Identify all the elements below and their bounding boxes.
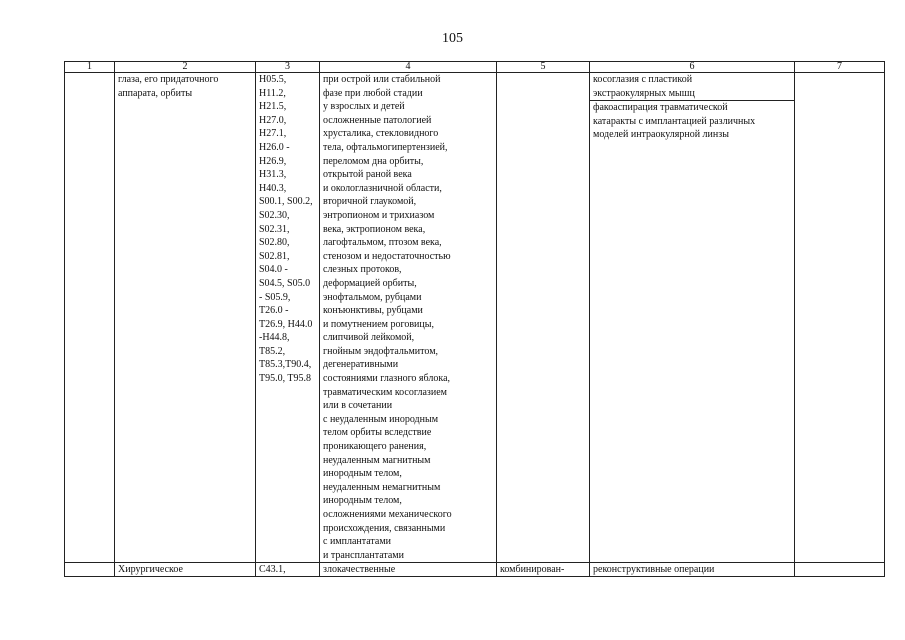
- text-line: инородным телом,: [323, 468, 402, 480]
- cell-col5: комбинирован-: [497, 563, 590, 577]
- text-line: H27.1,: [259, 128, 287, 140]
- text-line: - S05.9,: [259, 291, 291, 303]
- col-header-1: 1: [65, 62, 115, 73]
- text-line: H26.0 -: [259, 141, 290, 153]
- cell-col6: реконструктивные операции: [590, 563, 795, 577]
- text-line: энофтальмом, рубцами: [323, 291, 422, 303]
- cell-col4-description: [320, 73, 497, 563]
- text-line: факоаспирация травматической: [593, 102, 728, 114]
- cell-col1: [65, 563, 115, 577]
- text-line: фазе при любой стадии: [323, 87, 423, 99]
- text-line: с неудаленным инородным: [323, 413, 439, 425]
- col-header-6: 6: [590, 62, 795, 73]
- text-line: неудаленным магнитным: [323, 454, 431, 466]
- text-line: хрусталика, стекловидного: [323, 128, 439, 140]
- text-line: S04.0 -: [259, 264, 288, 276]
- text-line: слипчивой лейкомой,: [323, 332, 415, 344]
- text-line: S00.1, S00.2,: [259, 196, 313, 208]
- text-line: конъюнктивы, рубцами: [323, 305, 423, 317]
- text-line: осложнениями механического: [323, 509, 452, 520]
- text-line: S02.80,: [259, 237, 290, 249]
- text-line: H11.2,: [259, 87, 286, 99]
- text-line: H40.3,: [259, 182, 287, 194]
- procedures-table: [64, 61, 885, 577]
- text-line: S02.30,: [259, 209, 290, 221]
- text-line: глаза, его придаточного: [118, 74, 219, 85]
- text-line: T85.2,: [259, 345, 286, 357]
- cell-col3-codes: [256, 73, 320, 563]
- text-line: тела, офтальмогипертензией,: [323, 141, 448, 153]
- text-line: H31.3,: [259, 169, 287, 181]
- text-line: при острой или стабильной: [323, 74, 441, 85]
- cell-col1: [65, 73, 115, 563]
- text-line: S02.81,: [259, 250, 290, 262]
- text-line: гнойным эндофтальмитом,: [323, 345, 439, 357]
- col-header-5: 5: [497, 62, 590, 73]
- col-header-4: 4: [320, 62, 497, 73]
- text-line: открытой раной века: [323, 169, 412, 181]
- text-line: состояниями глазного яблока,: [323, 373, 451, 385]
- text-line: катаракты с имплантацией различных: [593, 115, 756, 127]
- table-row: [65, 73, 885, 563]
- text-line: T26.9, H44.0: [259, 318, 313, 330]
- cell-col7: [795, 563, 885, 577]
- text-line: травматическим косоглазием: [323, 386, 447, 398]
- text-line: стенозом и недостаточностью: [323, 250, 451, 262]
- col-header-3: 3: [256, 62, 320, 73]
- text-line: и трансплантатами: [323, 549, 404, 561]
- text-line: H21.5,: [259, 101, 287, 113]
- text-line: вторичной глаукомой,: [323, 196, 417, 208]
- text-line: энтропионом и трихиазом: [323, 209, 435, 221]
- text-line: аппарата, орбиты: [118, 87, 193, 99]
- text-line: деформацией орбиты,: [323, 277, 417, 289]
- cell-col2: [115, 73, 256, 563]
- text-line: T85.3,T90.4,: [259, 359, 312, 371]
- text-line: H26.9,: [259, 155, 287, 167]
- text-line: инородным телом,: [323, 495, 402, 507]
- text-line: с имплантатами: [323, 536, 392, 548]
- text-line: неудаленным немагнитным: [323, 481, 441, 493]
- table-row: [65, 563, 885, 577]
- text-line: слезных протоков,: [323, 264, 402, 276]
- cell-col6-procedures: [590, 73, 795, 563]
- text-line: экстраокулярных мышц: [593, 87, 695, 99]
- text-line: переломом дна орбиты,: [323, 155, 424, 167]
- text-line: T95.0, T95.8: [259, 373, 312, 385]
- text-line: лагофтальмом, птозом века,: [323, 237, 442, 249]
- col-header-2: 2: [115, 62, 256, 73]
- text-line: телом орбиты вследствие: [323, 427, 432, 439]
- text-line: S02.31,: [259, 223, 290, 235]
- text-line: -H44.8,: [259, 332, 290, 344]
- text-line: T26.0 -: [259, 305, 289, 317]
- text-line: осложненные патологией: [323, 114, 432, 126]
- page-number: 105: [442, 31, 463, 46]
- cell-col2: Хирургическое: [115, 563, 256, 577]
- text-line: H05.5,: [259, 74, 287, 85]
- text-line: и помутнением роговицы,: [323, 318, 434, 330]
- text-line: H27.0,: [259, 114, 287, 126]
- text-line: века, эктропионом века,: [323, 223, 426, 235]
- cell-col4: злокачественные: [320, 563, 497, 577]
- procedure-block-1: [590, 73, 794, 101]
- text-line: S04.5, S05.0: [259, 277, 311, 289]
- cell-col7: [795, 73, 885, 563]
- cell-col3: C43.1,: [256, 563, 320, 577]
- text-line: дегенеративными: [323, 359, 399, 371]
- text-line: происхождения, связанными: [323, 522, 446, 534]
- text-line: и окологлазничной области,: [323, 182, 442, 194]
- column-number-row: [65, 62, 885, 73]
- text-line: у взрослых и детей: [323, 101, 405, 113]
- cell-col5: [497, 73, 590, 563]
- procedure-block-2: [593, 101, 794, 142]
- text-line: или в сочетании: [323, 400, 393, 412]
- text-line: проникающего ранения,: [323, 441, 427, 453]
- text-line: косоглазия с пластикой: [593, 74, 693, 85]
- col-header-7: 7: [795, 62, 885, 73]
- text-line: моделей интраокулярной линзы: [593, 129, 729, 141]
